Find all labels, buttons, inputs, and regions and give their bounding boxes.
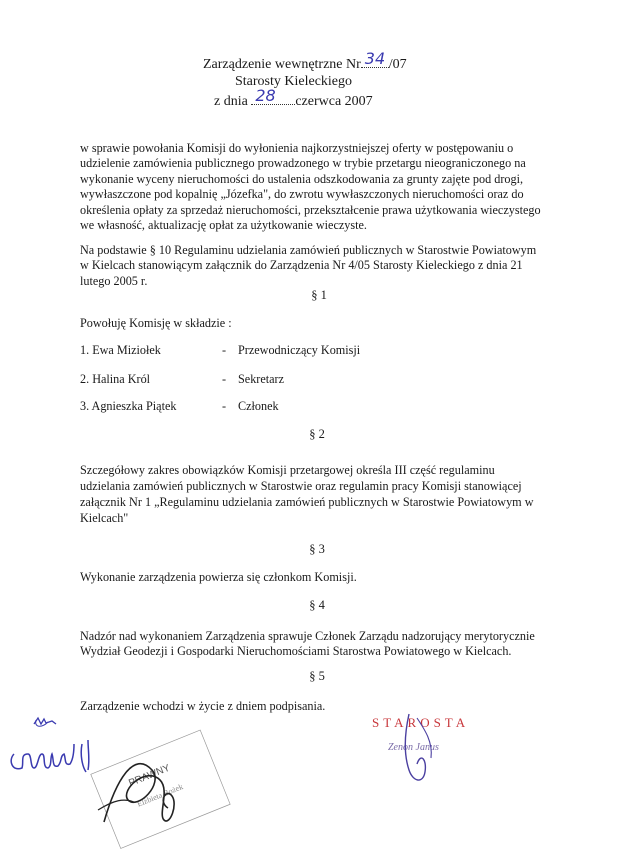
section-4-heading: § 4 — [309, 598, 325, 612]
approval-signature — [94, 740, 234, 840]
section-2-line: Szczegółowy zakres obowiązków Komisji przetargowej określa III część regulaminu — [80, 463, 495, 477]
handwritten-day: 28 — [255, 86, 276, 105]
member-role: Członek — [238, 399, 279, 413]
basis-line: lutego 2005 r. — [80, 274, 148, 288]
intro-line: wywłaszczone pod kopalnię „Józefka", do zwrotu wywłaszczonych nieruchomości oraz do — [80, 187, 524, 201]
intro-line: wykonanie wyceny nieruchomości do ustalenia odszkodowania za grunty zajęte pod drogi, — [80, 172, 524, 186]
member-name: 2. Halina Król — [80, 372, 151, 386]
member-dash: - — [222, 399, 227, 413]
section-1-heading: § 1 — [311, 288, 327, 302]
member-dash: - — [222, 372, 227, 386]
header-line-3 — [214, 86, 373, 110]
intro-line: określenia opłaty za sprzedaż nieruchomości, przekształcenie prawa użytkowania wieczystego — [80, 203, 541, 217]
section-1-text: Powołuję Komisję w składzie : — [80, 316, 232, 330]
header-line-2: Starosty Kieleckiego — [235, 74, 353, 89]
basis-line: w Kielcach stanowiącym załącznik do Zarządzenia Nr 4/05 Starosty Kieleckiego z dnia 21 — [80, 258, 523, 272]
section-5-heading: § 5 — [309, 669, 325, 683]
section-4-line: Nadzór nad wykonaniem Zarządzenia sprawuje Członek Zarządu nadzorujący merytorycznie — [80, 629, 535, 643]
member-role: Przewodniczący Komisji — [238, 343, 361, 357]
member-name: 1. Ewa Miziołek — [80, 343, 161, 357]
section-2-line: załącznik Nr 1 „Regulaminu udzielania zamówień publicznych w Starostwie Powiatowym w — [80, 495, 534, 509]
header-line-1 — [203, 49, 407, 73]
date-suffix: czerwca 2007 — [295, 94, 373, 109]
handwritten-number: 34 — [364, 49, 386, 68]
section-2-line: udzielania zamówień publicznych w Starostwie oraz regulamin pracy Komisji stanowiącej — [80, 479, 522, 493]
member-role: Sekretarz — [238, 372, 285, 386]
intro-line: w sprawie powołania Komisji do wyłonienia najkorzystniejszej oferty w postępowaniu o — [80, 141, 514, 155]
member-dash: - — [222, 343, 227, 357]
header-title-suffix: /07 — [388, 57, 407, 72]
section-5-text: Zarządzenie wchodzi w życie z dniem podpisania. — [80, 699, 326, 713]
header-title-prefix: Zarządzenie wewnętrzne Nr — [203, 57, 361, 72]
section-2-line: Kielcach" — [80, 511, 129, 525]
starosta-stamp-name: Zenon Janus — [388, 742, 439, 753]
section-4-line: Wydział Geodezji i Gospodarki Nieruchomościami Starostwa Powiatowego w Kielcach. — [80, 644, 512, 658]
svg-text:PRAWNY: PRAWNY — [127, 762, 172, 790]
date-prefix: z dnia — [214, 94, 248, 109]
starosta-stamp-title: STAROSTA — [372, 715, 470, 730]
section-2-heading: § 2 — [309, 427, 325, 441]
intro-line: udzielenie zamówienia publicznego prowadzonego w trybie przetargu nieograniczonego na — [80, 156, 526, 170]
intro-line: we własność, aktualizację opłat za użytkowanie wieczyste. — [80, 218, 367, 232]
day-blank — [251, 86, 295, 105]
member-name: 3. Agnieszka Piątek — [80, 399, 177, 413]
basis-line: Na podstawie § 10 Regulaminu udzielania zamówień publicznych w Starostwie Powiatowym — [80, 243, 537, 257]
svg-text:Elżbieta Bożek: Elżbieta Bożek — [135, 782, 185, 809]
section-3-text: Wykonanie zarządzenia powierza się członkom Komisji. — [80, 570, 357, 584]
section-3-heading: § 3 — [309, 542, 325, 556]
starosta-signature — [395, 712, 455, 792]
number-blank — [361, 49, 389, 68]
